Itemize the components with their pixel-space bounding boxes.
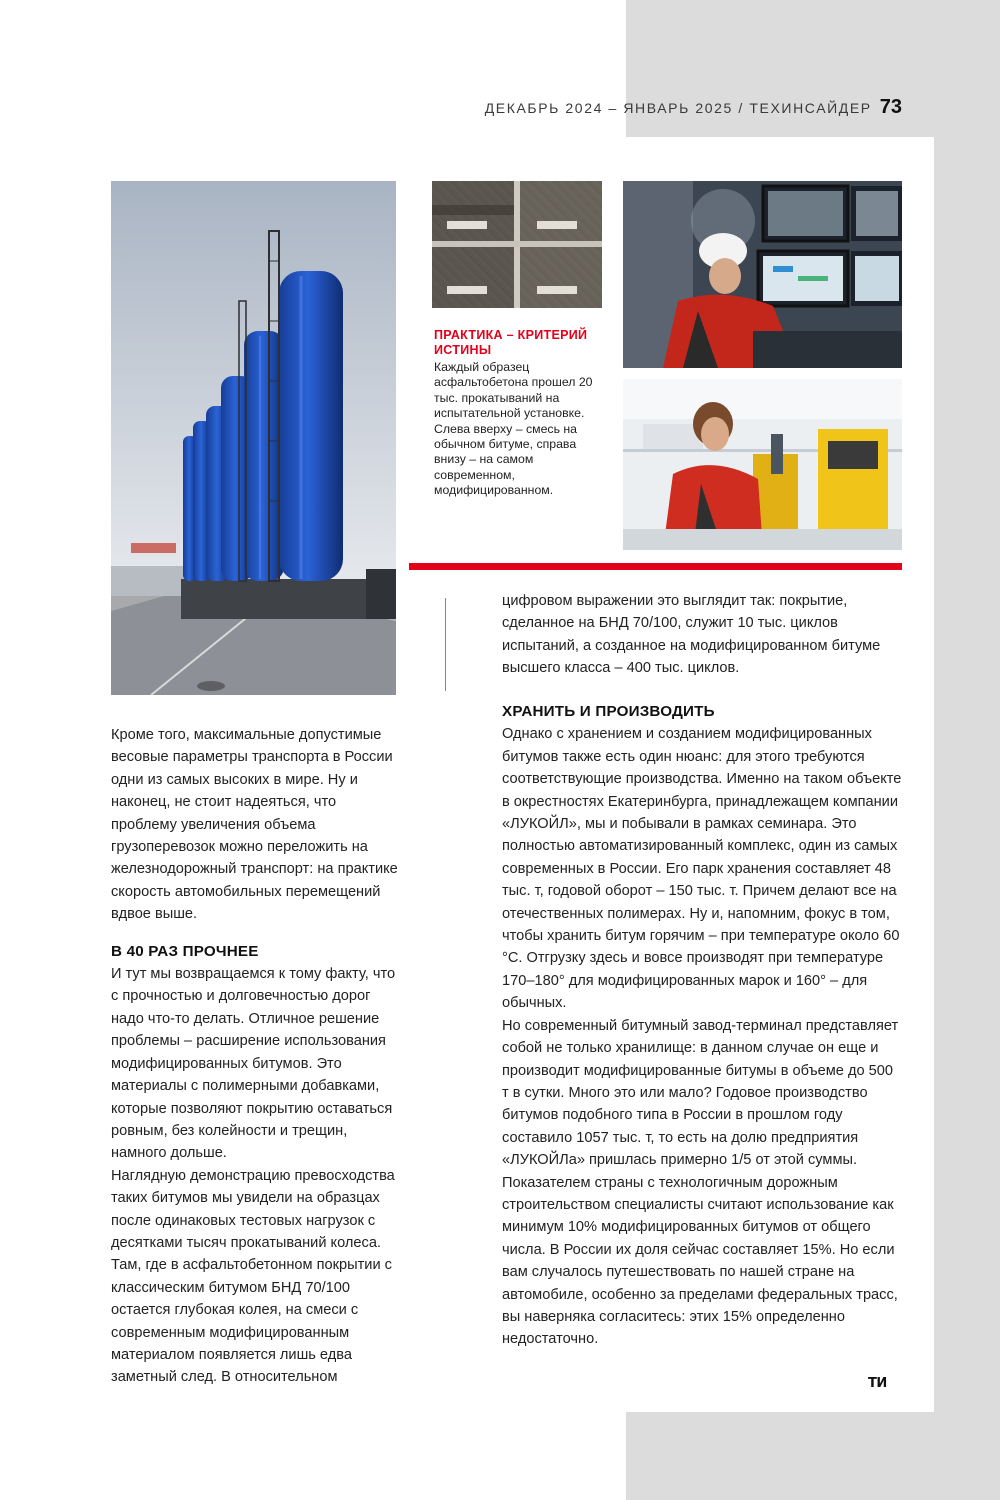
control-room-photo: [623, 181, 902, 368]
page-number: 73: [879, 96, 902, 118]
laboratory-photo: [623, 379, 902, 550]
right-paragraph-2: Но современный битумный завод-терминал представляет собой не только хранилище: в данном случае он еще и производит модифицированные битумы в объеме до 500 т в сутки. Много это или мало? Годовое производство битумов подобного типа в России в прошлом году составило 1057 тыс. т, то есть на долю предприятия «ЛУКОЙЛа» пришлась примерно 1/5 от этой суммы.: [502, 1017, 899, 1169]
section-heading-stronger: В 40 РАЗ ПРОЧНЕЕ: [111, 942, 259, 960]
left-paragraph-1: И тут мы возвращаемся к тому факту, что с прочностью и долговечностью дорог надо что-то делать. Отличное решение проблемы – расширение использования модифицированных битумов. Это материалы с полимерными добавками, которые позволяют покрытию оставаться ровным, без колейности и трещин, намного дольше.: [111, 966, 396, 1162]
right-continuation: [502, 590, 902, 680]
photo-caption: [434, 328, 610, 499]
left-intro-paragraph: Кроме того, максимальные допустимые весовые параметры транспорта в России одни из самых высоких в мире. Ну и наконец, не стоит надеяться, что проблему увеличения объема грузоперевозок можно переложить на железнодорожный транспорт: на практике скорость автомобильных перемещений вдвое выше.: [111, 727, 398, 923]
column-divider: [445, 598, 446, 691]
caption-title: ПРАКТИКА – КРИТЕРИЙ ИСТИНЫ: [434, 328, 588, 357]
left-paragraph-2: Наглядную демонстрацию превосходства таких битумов мы увидели на образцах после одинаковых тестовых нагрузок с десятками тысяч прокатываний колеса. Там, где в асфальтобетонном покрытии с классическим битумом БНД 70/100 остается глубокая колея, на смеси с современным модифицированным материалом появляется лишь едва заметный след. В относительном: [111, 1167, 395, 1386]
storage-tanks-photo: [111, 181, 396, 695]
asphalt-samples-photo: [432, 181, 602, 308]
right-continuation-paragraph: цифровом выражении это выглядит так: покрытие, сделанное на БНД 70/100, служит 10 тыс. циклов испытаний, а созданное на модифицированном битуме высшего класса – 400 тыс. циклов.: [502, 593, 881, 677]
end-of-article-mark: ТИ: [868, 1376, 887, 1391]
right-paragraph-1: Однако с хранением и созданием модифицированных битумов также есть один нюанс: для этого требуются соответствующие производства. Именно на таком объекте в окрестностях Екатеринбурга, принадлежащем компании «ЛУКОЙЛ», мы и побывали в рамках семинара. Это полностью автоматизированный комплекс, один из самых современных в России. Его парк хранения составляет 48 тыс. т, годовой оборот – 150 тыс. т. Причем делают все на отечественных полимерах. Ну и, напомним, фокус в том, чтобы хранить битум горячим – при температуре около 60 °С. Отгрузку здесь и вовсе производят при температуре 170–180° для модифицированных марок и 160° – для обычных.: [502, 726, 902, 1012]
running-header: [470, 96, 902, 119]
section-heading-store-produce: ХРАНИТЬ И ПРОИЗВОДИТЬ: [502, 703, 715, 720]
right-paragraph-3: Показателем страны с технологичным дорожным строительством специалисты считают использование как минимум 10% модифицированных битумов от общего числа. В России их доля сейчас составляет 15%. Но если вам случалось путешествовать по нашей стране на автомобиле, особенно за пределами федеральных трасс, вы наверняка согласитесь: этих 15% определенно недостаточно.: [502, 1174, 898, 1348]
right-text-column: [502, 701, 902, 1351]
running-title: ДЕКАБРЬ 2024 – ЯНВАРЬ 2025 / ТЕХИНСАЙДЕР: [484, 100, 872, 116]
caption-text: Каждый образец асфальтобетона прошел 20 тыс. прокатываний на испытательной установке. Слева вверху – смесь на обычном битуме, справа внизу – на самом современном, модифицированном.: [434, 360, 593, 498]
red-divider-rule: [409, 563, 902, 570]
left-text-column: [111, 724, 401, 1389]
